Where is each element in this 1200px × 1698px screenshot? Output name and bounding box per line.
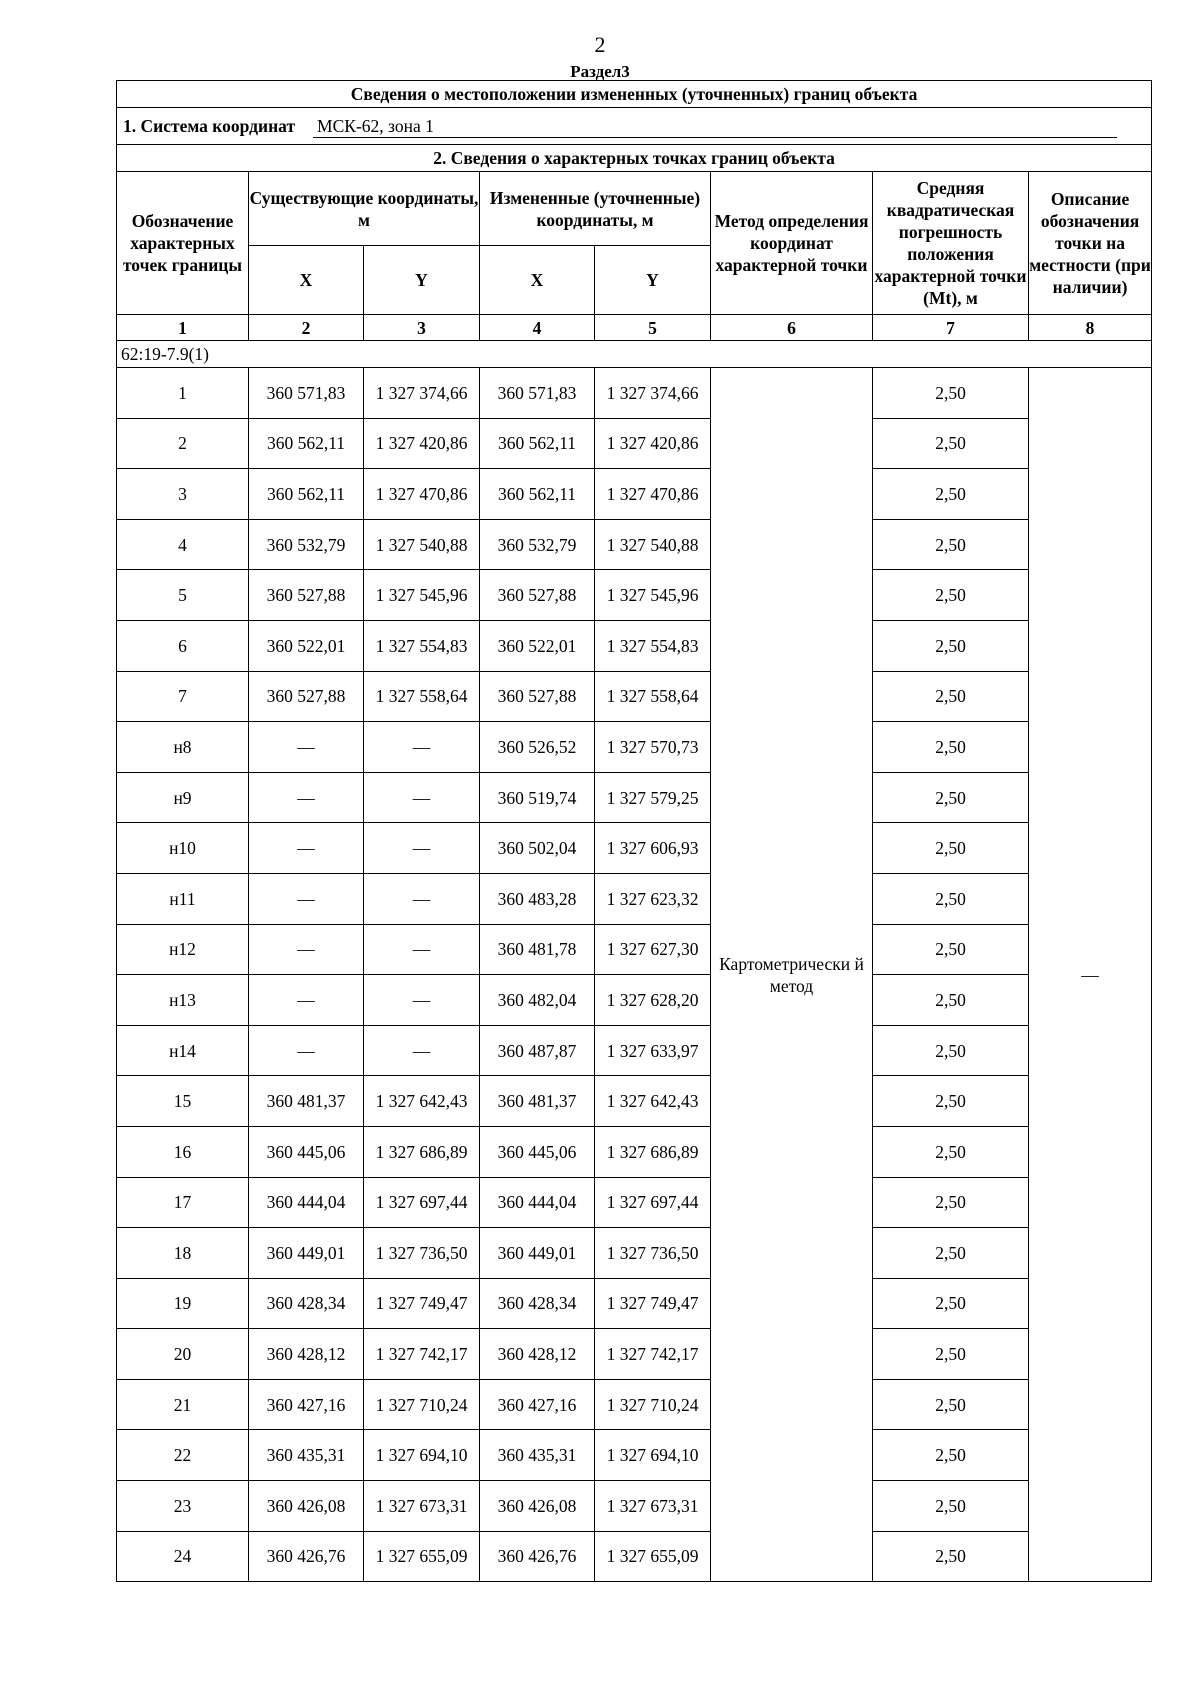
changed-x-cell: 360 482,04: [480, 975, 595, 1026]
changed-y-cell: 1 327 545,96: [595, 570, 711, 621]
point-cell: 15: [117, 1076, 249, 1127]
existing-x-cell: 360 426,76: [249, 1531, 364, 1582]
column-number: 5: [595, 315, 711, 341]
changed-y-cell: 1 327 579,25: [595, 772, 711, 823]
existing-x-cell: —: [249, 1025, 364, 1076]
error-cell: 2,50: [873, 570, 1029, 621]
point-cell: 17: [117, 1177, 249, 1228]
changed-y-cell: 1 327 749,47: [595, 1278, 711, 1329]
changed-y-cell: 1 327 655,09: [595, 1531, 711, 1582]
changed-y-cell: 1 327 736,50: [595, 1228, 711, 1279]
table-row: [117, 722, 1152, 773]
changed-x-cell: 360 527,88: [480, 671, 595, 722]
point-cell: 20: [117, 1329, 249, 1380]
error-cell: 2,50: [873, 671, 1029, 722]
error-cell: 2,50: [873, 1076, 1029, 1127]
table-row: [117, 1531, 1152, 1582]
error-cell: 2,50: [873, 1379, 1029, 1430]
point-cell: 16: [117, 1126, 249, 1177]
points-title: 2. Сведения о характерных точках границ объекта: [117, 145, 1152, 172]
point-cell: 1: [117, 368, 249, 419]
point-cell: 3: [117, 469, 249, 520]
existing-x-cell: 360 427,16: [249, 1379, 364, 1430]
error-cell: 2,50: [873, 722, 1029, 773]
table-row: [117, 671, 1152, 722]
existing-y-cell: 1 327 540,88: [364, 519, 480, 570]
changed-y-cell: 1 327 686,89: [595, 1126, 711, 1177]
existing-y-cell: 1 327 694,10: [364, 1430, 480, 1481]
table-row: [117, 1430, 1152, 1481]
table-row: [117, 1076, 1152, 1127]
point-cell: 7: [117, 671, 249, 722]
point-cell: н13: [117, 975, 249, 1026]
column-number: 6: [711, 315, 873, 341]
existing-x-cell: —: [249, 772, 364, 823]
existing-x-cell: —: [249, 975, 364, 1026]
boundary-table: [116, 80, 1152, 1582]
existing-y-cell: 1 327 545,96: [364, 570, 480, 621]
error-cell: 2,50: [873, 772, 1029, 823]
changed-y-cell: 1 327 558,64: [595, 671, 711, 722]
existing-x-cell: 360 426,08: [249, 1481, 364, 1532]
table-row: [117, 1481, 1152, 1532]
changed-y-cell: 1 327 554,83: [595, 620, 711, 671]
page-number: 2: [594, 32, 606, 57]
header-changed-x: X: [480, 246, 595, 315]
description-cell: —: [1029, 368, 1152, 1582]
table-row: [117, 1278, 1152, 1329]
changed-y-cell: 1 327 697,44: [595, 1177, 711, 1228]
existing-x-cell: 360 527,88: [249, 570, 364, 621]
changed-x-cell: 360 562,11: [480, 469, 595, 520]
existing-y-cell: 1 327 470,86: [364, 469, 480, 520]
table-row: [117, 924, 1152, 975]
changed-x-cell: 360 502,04: [480, 823, 595, 874]
error-cell: 2,50: [873, 418, 1029, 469]
table-title: Сведения о местоположении измененных (уточненных) границ объекта: [117, 81, 1152, 108]
coordinate-system-value: МСК-62, зона 1: [313, 115, 1117, 138]
error-cell: 2,50: [873, 1430, 1029, 1481]
table-row: [117, 1329, 1152, 1380]
changed-y-cell: 1 327 673,31: [595, 1481, 711, 1532]
column-number: 4: [480, 315, 595, 341]
existing-x-cell: 360 449,01: [249, 1228, 364, 1279]
existing-y-cell: 1 327 742,17: [364, 1329, 480, 1380]
existing-x-cell: 360 481,37: [249, 1076, 364, 1127]
column-number: 3: [364, 315, 480, 341]
point-cell: н10: [117, 823, 249, 874]
table-row: [117, 418, 1152, 469]
changed-x-cell: 360 481,78: [480, 924, 595, 975]
existing-x-cell: 360 571,83: [249, 368, 364, 419]
existing-x-cell: 360 428,12: [249, 1329, 364, 1380]
error-cell: 2,50: [873, 368, 1029, 419]
point-cell: 19: [117, 1278, 249, 1329]
existing-y-cell: —: [364, 772, 480, 823]
changed-x-cell: 360 562,11: [480, 418, 595, 469]
changed-y-cell: 1 327 633,97: [595, 1025, 711, 1076]
point-cell: 24: [117, 1531, 249, 1582]
table-row: [117, 1126, 1152, 1177]
point-cell: н12: [117, 924, 249, 975]
existing-x-cell: 360 532,79: [249, 519, 364, 570]
existing-y-cell: —: [364, 873, 480, 924]
existing-y-cell: 1 327 697,44: [364, 1177, 480, 1228]
changed-y-cell: 1 327 628,20: [595, 975, 711, 1026]
changed-y-cell: 1 327 710,24: [595, 1379, 711, 1430]
column-number: 1: [117, 315, 249, 341]
existing-x-cell: 360 522,01: [249, 620, 364, 671]
existing-y-cell: —: [364, 722, 480, 773]
changed-x-cell: 360 522,01: [480, 620, 595, 671]
point-cell: 6: [117, 620, 249, 671]
changed-x-cell: 360 426,08: [480, 1481, 595, 1532]
existing-y-cell: —: [364, 823, 480, 874]
existing-y-cell: 1 327 710,24: [364, 1379, 480, 1430]
existing-x-cell: 360 562,11: [249, 418, 364, 469]
point-cell: 2: [117, 418, 249, 469]
changed-x-cell: 360 449,01: [480, 1228, 595, 1279]
error-cell: 2,50: [873, 519, 1029, 570]
point-cell: 21: [117, 1379, 249, 1430]
changed-y-cell: 1 327 374,66: [595, 368, 711, 419]
error-cell: 2,50: [873, 1278, 1029, 1329]
existing-x-cell: —: [249, 924, 364, 975]
table-row: [117, 1177, 1152, 1228]
existing-x-cell: 360 445,06: [249, 1126, 364, 1177]
point-cell: 4: [117, 519, 249, 570]
header-changed: Измененные (уточненные) координаты, м: [480, 172, 711, 246]
error-cell: 2,50: [873, 873, 1029, 924]
existing-y-cell: 1 327 736,50: [364, 1228, 480, 1279]
existing-y-cell: 1 327 686,89: [364, 1126, 480, 1177]
changed-y-cell: 1 327 623,32: [595, 873, 711, 924]
table-row: [117, 519, 1152, 570]
table-row: [117, 620, 1152, 671]
error-cell: 2,50: [873, 975, 1029, 1026]
existing-x-cell: 360 527,88: [249, 671, 364, 722]
changed-y-cell: 1 327 694,10: [595, 1430, 711, 1481]
error-cell: 2,50: [873, 1177, 1029, 1228]
existing-x-cell: —: [249, 873, 364, 924]
table-row: [117, 975, 1152, 1026]
table-row: [117, 570, 1152, 621]
table-row: [117, 469, 1152, 520]
column-number: 8: [1029, 315, 1152, 341]
changed-x-cell: 360 532,79: [480, 519, 595, 570]
header-existing-y: Y: [364, 246, 480, 315]
table-row: [117, 368, 1152, 419]
coordinate-system-row: [117, 108, 1152, 145]
changed-y-cell: 1 327 627,30: [595, 924, 711, 975]
table-row: [117, 1228, 1152, 1279]
changed-x-cell: 360 428,12: [480, 1329, 595, 1380]
existing-y-cell: 1 327 642,43: [364, 1076, 480, 1127]
changed-y-cell: 1 327 606,93: [595, 823, 711, 874]
header-changed-y: Y: [595, 246, 711, 315]
table-row: [117, 1379, 1152, 1430]
method-cell: Картометрически й метод: [711, 368, 873, 1582]
table-row: [117, 823, 1152, 874]
error-cell: 2,50: [873, 1126, 1029, 1177]
error-cell: 2,50: [873, 469, 1029, 520]
column-number: 2: [249, 315, 364, 341]
changed-y-cell: 1 327 420,86: [595, 418, 711, 469]
changed-x-cell: 360 444,04: [480, 1177, 595, 1228]
existing-x-cell: 360 562,11: [249, 469, 364, 520]
existing-y-cell: 1 327 374,66: [364, 368, 480, 419]
existing-x-cell: 360 444,04: [249, 1177, 364, 1228]
error-cell: 2,50: [873, 924, 1029, 975]
error-cell: 2,50: [873, 1481, 1029, 1532]
error-cell: 2,50: [873, 1531, 1029, 1582]
changed-x-cell: 360 526,52: [480, 722, 595, 773]
changed-y-cell: 1 327 570,73: [595, 722, 711, 773]
changed-x-cell: 360 445,06: [480, 1126, 595, 1177]
changed-x-cell: 360 483,28: [480, 873, 595, 924]
table-row: [117, 772, 1152, 823]
point-cell: 23: [117, 1481, 249, 1532]
header-description: Описание обозначения точки на местности (при наличии): [1029, 172, 1152, 315]
existing-y-cell: 1 327 554,83: [364, 620, 480, 671]
point-cell: 5: [117, 570, 249, 621]
changed-y-cell: 1 327 742,17: [595, 1329, 711, 1380]
header-method: Метод определения координат характерной точки: [711, 172, 873, 315]
existing-x-cell: 360 435,31: [249, 1430, 364, 1481]
changed-x-cell: 360 487,87: [480, 1025, 595, 1076]
changed-x-cell: 360 427,16: [480, 1379, 595, 1430]
section-title: Раздел3: [570, 62, 630, 81]
header-existing-x: X: [249, 246, 364, 315]
changed-y-cell: 1 327 470,86: [595, 469, 711, 520]
existing-y-cell: —: [364, 924, 480, 975]
column-number: 7: [873, 315, 1029, 341]
changed-x-cell: 360 481,37: [480, 1076, 595, 1127]
header-designation: Обозначение характерных точек границы: [117, 172, 249, 315]
point-cell: н8: [117, 722, 249, 773]
header-existing: Существующие координаты, м: [249, 172, 480, 246]
changed-y-cell: 1 327 540,88: [595, 519, 711, 570]
table-row: [117, 1025, 1152, 1076]
point-cell: н14: [117, 1025, 249, 1076]
changed-x-cell: 360 571,83: [480, 368, 595, 419]
header-error: Средняя квадратическая погрешность положения характерной точки (Mt), м: [873, 172, 1029, 315]
coordinate-system-label: 1. Система координат: [123, 115, 296, 136]
point-cell: 18: [117, 1228, 249, 1279]
existing-x-cell: 360 428,34: [249, 1278, 364, 1329]
existing-y-cell: —: [364, 1025, 480, 1076]
changed-x-cell: 360 435,31: [480, 1430, 595, 1481]
error-cell: 2,50: [873, 620, 1029, 671]
changed-y-cell: 1 327 642,43: [595, 1076, 711, 1127]
table-row: [117, 873, 1152, 924]
existing-y-cell: 1 327 558,64: [364, 671, 480, 722]
existing-y-cell: 1 327 749,47: [364, 1278, 480, 1329]
point-cell: н9: [117, 772, 249, 823]
error-cell: 2,50: [873, 1025, 1029, 1076]
error-cell: 2,50: [873, 823, 1029, 874]
existing-x-cell: —: [249, 722, 364, 773]
error-cell: 2,50: [873, 1228, 1029, 1279]
existing-x-cell: —: [249, 823, 364, 874]
existing-y-cell: 1 327 420,86: [364, 418, 480, 469]
changed-x-cell: 360 519,74: [480, 772, 595, 823]
parcel-id: 62:19-7.9(1): [117, 341, 1152, 368]
existing-y-cell: 1 327 673,31: [364, 1481, 480, 1532]
changed-x-cell: 360 428,34: [480, 1278, 595, 1329]
point-cell: 22: [117, 1430, 249, 1481]
existing-y-cell: —: [364, 975, 480, 1026]
error-cell: 2,50: [873, 1329, 1029, 1380]
point-cell: н11: [117, 873, 249, 924]
changed-x-cell: 360 426,76: [480, 1531, 595, 1582]
changed-x-cell: 360 527,88: [480, 570, 595, 621]
existing-y-cell: 1 327 655,09: [364, 1531, 480, 1582]
